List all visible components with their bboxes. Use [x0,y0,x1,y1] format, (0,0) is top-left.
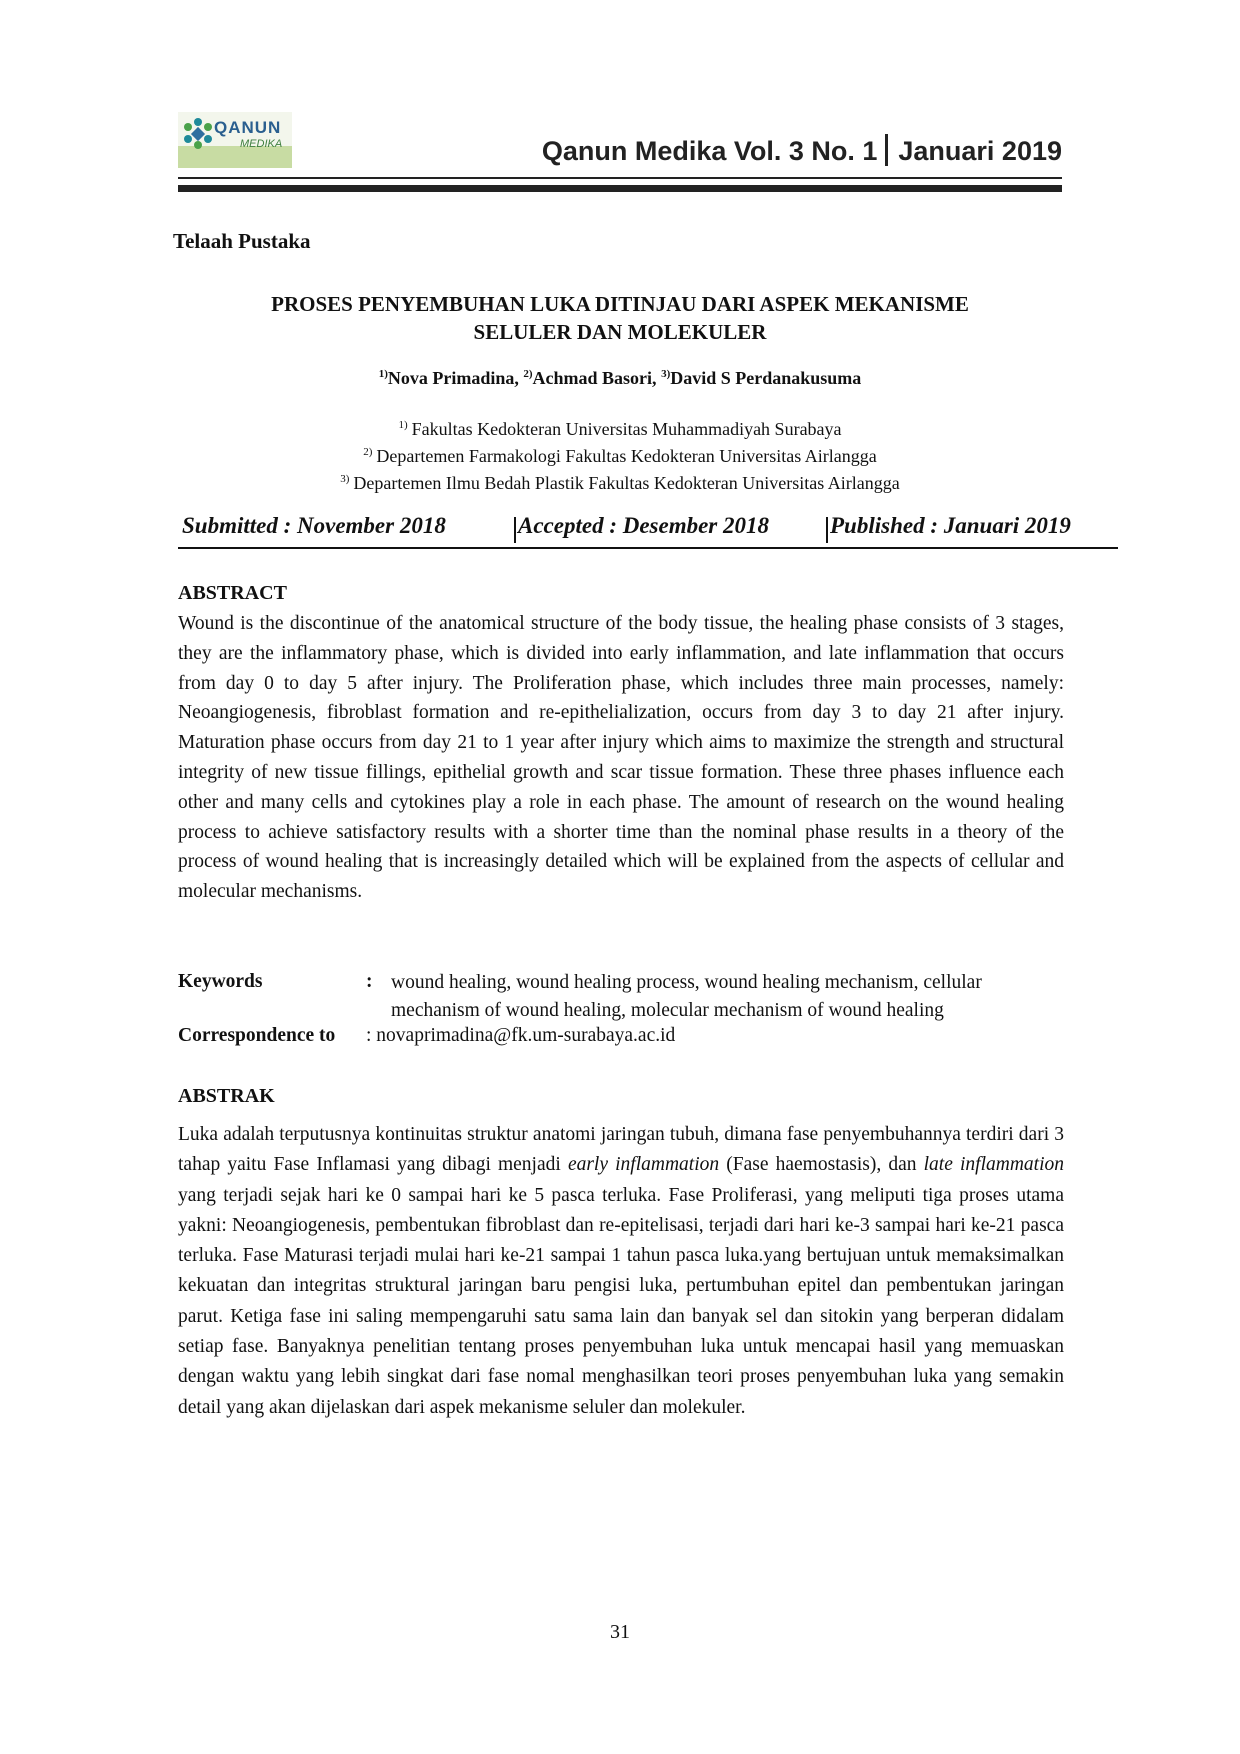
correspondence-email: : novaprimadina@fk.um-surabaya.ac.id [366,1025,676,1046]
logo-text: QANUN [214,118,282,137]
author-name: Nova Primadina, [387,368,519,388]
header-rule-thin [178,177,1062,179]
author-name: Achmad Basori, [532,368,657,388]
accepted-date: Accepted : Desember 2018 [518,513,770,538]
abstrak-text-part: Luka adalah terputusnya kontinuitas struktur anatomi jaringan tubuh, dimana fase penyembuhannya terdiri dari 3 tahap yaitu Fase Inflamasi yang dibagi menjadi [178,1124,1064,1176]
date-separator [514,517,516,543]
header-rule-thick [178,185,1062,192]
affiliation-text: Fakultas Kedokteran Universitas Muhammadiyah Surabaya [411,419,842,439]
author-list [178,368,1062,389]
header-separator [885,134,888,166]
abstrak-text-part: (Fase haemostasis), dan [719,1154,924,1176]
affiliation-text: Departemen Farmakologi Fakultas Kedokteran Universitas Airlangga [376,446,877,466]
paper-title-line: PROSES PENYEMBUHAN LUKA DITINJAU DARI ASPEK MEKANISME [271,292,969,316]
submitted-date: Submitted : November 2018 [182,513,446,538]
abstrak-heading: ABSTRAK [178,1085,275,1107]
section-label: Telaah Pustaka [173,229,311,253]
abstrak-italic-term: early inflammation [567,1154,720,1176]
paper-title-line: SELULER DAN MOLEKULER [473,320,767,344]
journal-logo [178,112,292,168]
page-number: 31 [610,1621,630,1643]
affiliation-sup: 1) [398,419,408,431]
author-name: David S Perdanakusuma [670,368,862,388]
published-date: Published : Januari 2019 [830,513,1071,538]
abstrak-text [178,1120,1064,1423]
affiliation [178,468,1062,495]
keywords-text: wound healing, wound healing process, wound healing mechanism, cellular mechanism of wound healing, molecular mechanism of wound healing [391,972,982,1021]
logo-subtext: MEDIKA [240,138,283,150]
date-separator [826,517,828,543]
correspondence-label: Correspondence to [178,1025,336,1046]
affiliation-sup: 2) [363,446,373,458]
affiliation-sup: 3) [340,473,350,485]
affiliation [178,414,1062,441]
author-sup: 1) [378,368,388,380]
abstrak-text-part: yang terjadi sejak hari ke 0 sampai hari ke 5 pasca terluka. Fase Proliferasi, yang meliputi tiga proses utama yakni: Neoangiogenesis, pembentukan fibroblast dan re-epitelisasi, terjadi dari hari ke-3 sampai hari ke-21 pasca terluka. Fase Maturasi terjadi mulai hari ke-21 sampai 1 tahun pasca luka.yang bertujuan untuk memaksimalkan kekuatan dan integritas struktural jaringan baru pengisi luka, pertumbuhan epitel dan pembentukan jaringan parut. Ketiga fase ini saling mempengaruhi satu sama lain dan banyak sel dan sitokin yang berperan didalam setiap fase. Banyaknya penelitian tentang proses penyembuhan luka untuk mencapai hasil yang memuaskan dengan waktu yang lebih singkat dari fase nomal menghasilkan teori proses penyembuhan luka yang semakin detail yang akan dijelaskan dari aspek mekanisme seluler dan molekuler. [178,1184,1064,1418]
affiliation-text: Departemen Ilmu Bedah Plastik Fakultas Kedokteran Universitas Airlangga [353,473,900,493]
dates-rule [178,547,1118,549]
abstrak-italic-term: late inflammation [923,1154,1065,1176]
journal-name: Qanun Medika Vol. 3 No. 1 [541,136,878,166]
affiliation [178,441,1062,468]
abstract-text: Wound is the discontinue of the anatomical structure of the body tissue, the healing phase consists of 3 stages, they are the inflammatory phase, which is divided into early inflammation, and late inflammation that occurs from day 0 to day 5 after injury. The Proliferation phase, which includes three main processes, namely: Neoangiogenesis, fibroblast formation and re-epithelialization, occurs from day 3 to day 21 after injury. Maturation phase occurs from day 21 to 1 year after injury which aims to maximize the strength and structural integrity of new tissue fillings, epithelial growth and scar tissue formation. These three phases influence each other and many cells and cytokines play a role in each phase. The amount of research on the wound healing process to achieve satisfactory results with a shorter time than the nominal phase results in a theory of the process of wound healing that is increasingly detailed which will be explained from the aspects of cellular and molecular mechanisms. [178,613,1064,903]
keywords-colon: : [366,971,373,992]
journal-title [542,134,1062,167]
affiliation-list [178,414,1062,495]
abstract-heading: ABSTRACT [178,582,287,604]
keywords-label: Keywords [178,971,263,992]
journal-date: Januari 2019 [898,136,1062,166]
author-sup: 3) [661,368,671,380]
author-sup: 2) [523,368,533,380]
paper-title [178,290,1062,346]
